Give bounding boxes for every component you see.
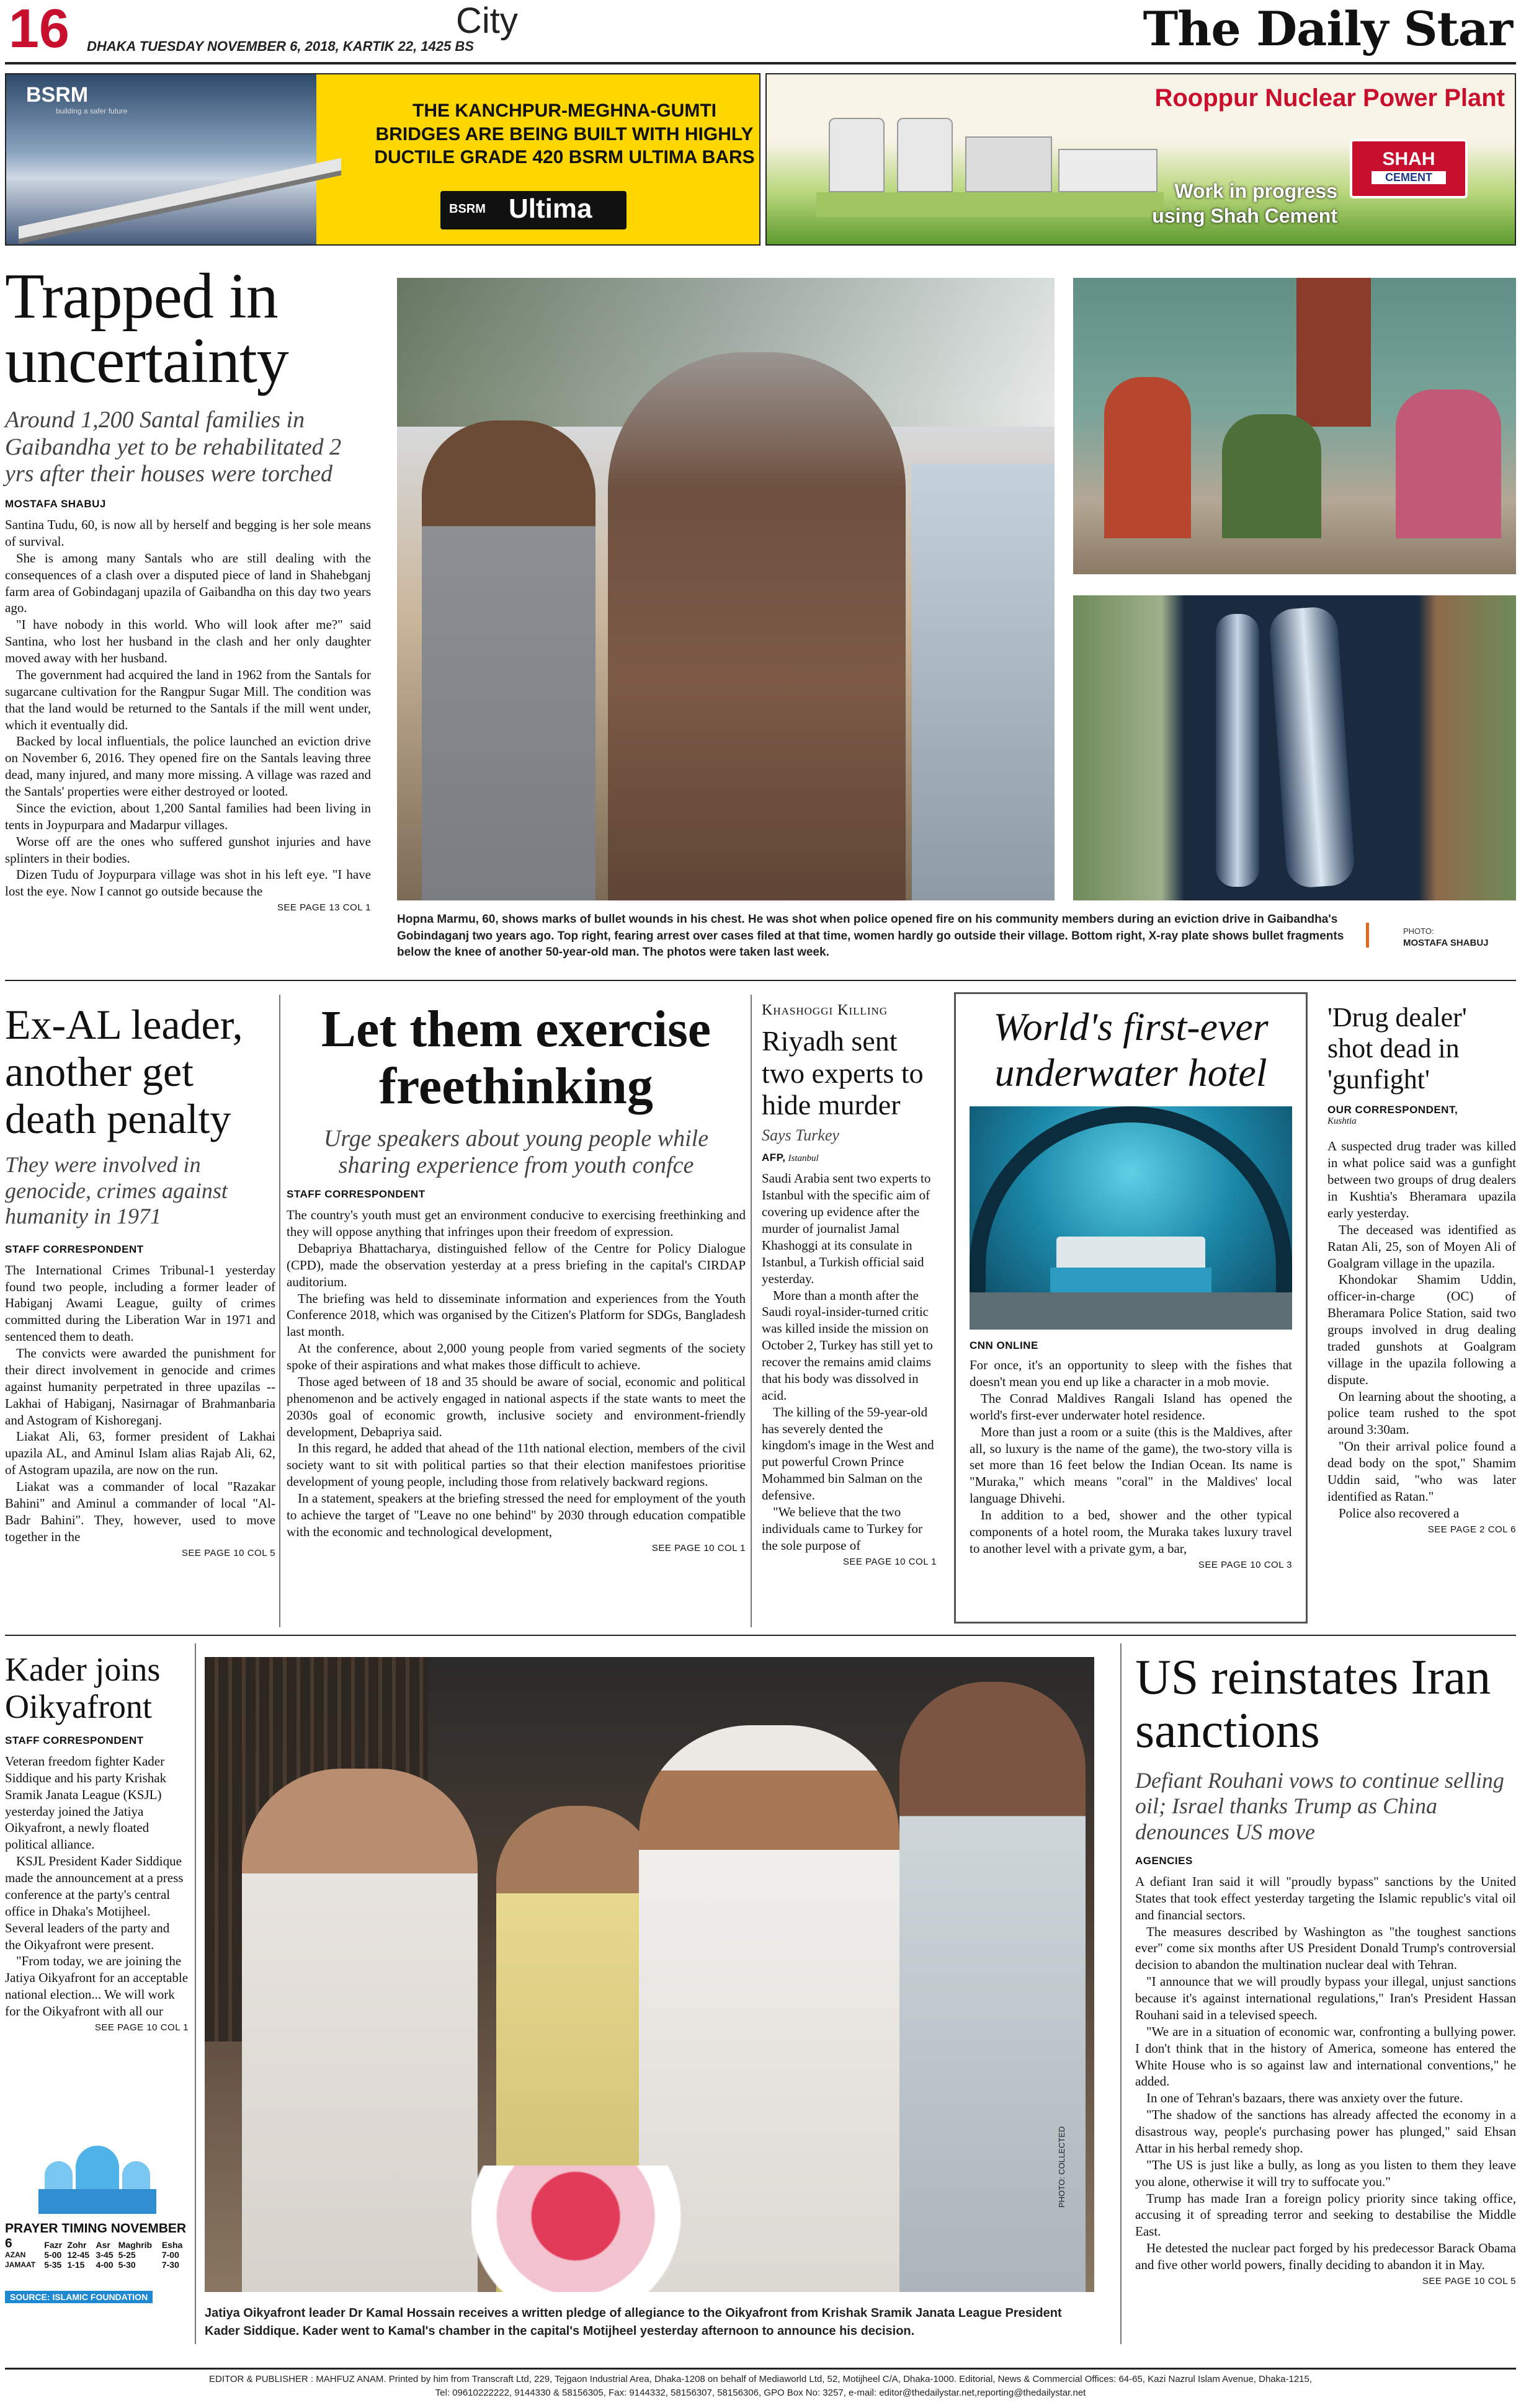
shah-logo-line1: SHAH <box>1382 149 1435 169</box>
prayer-box <box>5 2133 189 2322</box>
ad-shah-cement[interactable] <box>765 73 1516 246</box>
lead-body <box>5 517 371 900</box>
hotel-paragraph: The Conrad Maldives Rangali Island has opened the world's first-ever underwater hotel residence. <box>970 1390 1292 1423</box>
prayer-header: Maghrib <box>118 2240 153 2250</box>
col-divider <box>195 1643 196 2344</box>
prayer-cell: JAMAAT <box>5 2260 36 2269</box>
lead-caption: Hopna Marmu, 60, shows marks of bullet wounds in his chest. He was shot when police opened fire on his community members during an eviction drive in Gaibandha's Gobindaganj two years ago. Top right, fearing arrest over cases filed at that time, women hardly go outside their village. Bottom right, X-ray plate shows bullet fragments below the knee of another 50-year-old man. The photos were taken last week. <box>397 913 1344 959</box>
hotel-jump[interactable]: SEE PAGE 10 COL 3 <box>1198 1559 1292 1570</box>
hotel-paragraph: In addition to a bed, shower and the other typical components of a hotel room, the Muraka takes luxury travel to another level with a private gym, a bar, <box>970 1508 1292 1556</box>
hotel-body <box>970 1357 1292 1557</box>
iran-paragraph: In one of Tehran's bazaars, there was anxiety over the future. <box>1146 2090 1463 2106</box>
khashoggi-kicker: Khashoggi Killing <box>762 1002 888 1018</box>
hotel-headline[interactable]: World's first-ever underwater hotel <box>993 1005 1269 1095</box>
story-khashoggi <box>762 1002 937 1628</box>
bsrm-brand-small: BSRM <box>449 202 486 216</box>
kader-photo-credit: PHOTO: COLLECTED <box>1057 2126 1066 2208</box>
story-kader <box>5 1651 189 2122</box>
ex-al-dek: They were involved in genocide, crimes against humanity in 1971 <box>5 1152 228 1229</box>
col-divider <box>751 995 752 1627</box>
row-rule-2 <box>5 1635 1516 1636</box>
prayer-cell: 5-00 <box>44 2250 62 2260</box>
kader-photo <box>205 1657 1094 2292</box>
youth-body <box>287 1207 746 1540</box>
iran-dek: Defiant Rouhani vows to continue selling oil; Israel thanks Trump as China denounces US move <box>1135 1767 1504 1844</box>
drug-paragraph: "On their arrival police found a dead body on the spot," Shamim Uddin said, "who was later identified as Ratan." <box>1327 1439 1516 1504</box>
hotel-photo <box>970 1106 1292 1330</box>
iran-jump[interactable]: SEE PAGE 10 COL 5 <box>1422 2275 1516 2286</box>
lead-jump[interactable]: SEE PAGE 13 COL 1 <box>277 902 371 913</box>
youth-byline: STAFF CORRESPONDENT <box>287 1188 426 1201</box>
kader-body <box>5 1753 189 2020</box>
story-iran <box>1135 1651 1516 2345</box>
lead-paragraph: Dizen Tudu of Joypurpara village was shot in his left eye. "I have lost the eye. Now I cannot go outside because the <box>5 867 371 899</box>
prayer-cell: 5-25 <box>118 2250 136 2260</box>
kader-paragraph: Veteran freedom fighter Kader Siddique and his party Krishak Sramik Janata League (KSJL) yesterday joined the Jatiya Oikyafront, a newly floated political alliance. <box>5 1753 167 1852</box>
col-divider <box>279 995 280 1627</box>
row-rule-1 <box>5 980 1516 981</box>
youth-paragraph: In this regard, he added that ahead of the 11th national election, members of the civil society want to sit with political parties so that their election manifestoes prioritise development of young people, including those from relatively backward regions. <box>287 1441 746 1490</box>
man-left <box>422 420 595 900</box>
iran-paragraph: He detested the nuclear pact forged by his predecessor Barack Obama and five other world powers, finally deciding to abandon it in May. <box>1135 2241 1516 2273</box>
prayer-header: Esha <box>161 2240 183 2250</box>
khashoggi-paragraph: The killing of the 59-year-old has severely dented the kingdom's image in the West and put powerful Crown Prince Mohammed bin Salman on the defensive. <box>762 1404 934 1503</box>
prayer-cell: AZAN <box>5 2250 26 2259</box>
drug-headline[interactable]: 'Drug dealer' shot dead in 'gunfight' <box>1327 1002 1467 1095</box>
iran-body <box>1135 1873 1516 2273</box>
drug-dateline: Kushtia <box>1327 1116 1357 1127</box>
lead-byline: MOSTAFA SHABUJ <box>5 498 106 510</box>
youth-paragraph: Debapriya Bhattacharya, distinguished fellow of the Centre for Policy Dialogue (CPD), made the observation yesterday at a press briefing in the capital's CIRDAP auditorium. <box>287 1240 746 1289</box>
prayer-header: Fazr <box>44 2240 63 2250</box>
prayer-header: Zohr <box>67 2240 87 2250</box>
prayer-title: PRAYER TIMING NOVEMBER 6 <box>5 2221 187 2250</box>
prayer-table <box>5 2240 189 2270</box>
prayer-cell: 1-15 <box>67 2260 85 2270</box>
prayer-header: Asr <box>96 2240 110 2250</box>
bsrm-tagline: building a safer future <box>56 107 128 115</box>
drug-jump[interactable]: SEE PAGE 2 COL 6 <box>1427 1524 1516 1535</box>
khashoggi-paragraph: Saudi Arabia sent two experts to Istanbul with the specific aim of covering up evidence after the murder of journalist Jamal Khashoggi at its consulate in Istanbul, a Turkish official said yesterday. <box>762 1171 931 1286</box>
prayer-cell: 12-45 <box>67 2250 90 2260</box>
plant-illustration <box>816 99 1164 223</box>
prayer-source: SOURCE: ISLAMIC FOUNDATION <box>5 2291 153 2303</box>
drug-paragraph: Khondokar Shamim Uddin, officer-in-charge (OC) of Bheramara Police Station, said two groups involved in drug dealing traded gunshots at Goalgram village in the upazila following a dispute. <box>1327 1272 1516 1387</box>
khashoggi-jump[interactable]: SEE PAGE 10 COL 1 <box>842 1556 937 1567</box>
lead-headline[interactable]: Trapped in uncertainty <box>5 260 288 396</box>
ex-al-paragraph: The convicts were awarded the punishment for their direct involvement in genocide and crimes against humanity perpetrated in three upazilas -- Lakhai of Habiganj, Nasirnagar of Brahmanbaria and Astogram of Kishoreganj. <box>5 1346 275 1428</box>
khashoggi-byline-row <box>762 1152 937 1164</box>
footer-line-2: Tel: 09610222222, 9144330 & 58156305, Fax: 9144332, 58156307, 58156306, GPO Box No: 3257, e-mail: editor@thedailystar.net,reporting@thedailystar.net <box>435 2387 1086 2398</box>
kader-paragraph: "From today, we are joining the Jatiya Oikyafront for an acceptable national election... We will work for the Oikyafront with all our <box>5 1953 189 2019</box>
footer-rule <box>5 2368 1516 2370</box>
khashoggi-dek: Says Turkey <box>762 1126 839 1144</box>
ex-al-jump[interactable]: SEE PAGE 10 COL 5 <box>181 1547 275 1558</box>
prayer-cell: 5-30 <box>118 2260 136 2270</box>
khashoggi-body <box>762 1170 937 1553</box>
bsrm-logo: BSRM <box>26 83 89 107</box>
kader-byline: STAFF CORRESPONDENT <box>5 1734 144 1746</box>
khashoggi-headline[interactable]: Riyadh sent two experts to hide murder <box>762 1025 924 1121</box>
mosque-icon <box>38 2133 156 2214</box>
drug-paragraph: A suspected drug trader was killed in what police said was a gunfight between two groups of drug dealers in Kushtia's Bheramara upazila early yesterday. <box>1327 1139 1516 1220</box>
masthead <box>0 0 1521 68</box>
khashoggi-dateline: Istanbul <box>788 1153 819 1164</box>
drug-paragraph: Police also recovered a <box>1339 1505 1460 1521</box>
lead-paragraph: The government had acquired the land in 1962 from the Santals for sugarcane cultivation for the Rangpur Sugar Mill. The condition was that the land would be returned to the Santals if the mill went under, which it eventually did. <box>5 667 371 732</box>
lead-photo-women <box>1073 278 1516 574</box>
kader-paragraph: KSJL President Kader Siddique made the announcement at a press conference at the party's central office in Dhaka's Motijheel. Several leaders of the party and the Oikyafront were present. <box>5 1854 184 1952</box>
lead-photo-main <box>397 278 1055 900</box>
lead-dek: Around 1,200 Santal families in Gaibandha yet to be rehabilitated 2 yrs after their houses were torched <box>5 407 342 487</box>
iran-paragraph: Trump has made Iran a foreign policy priority since taking office, accusing it of spreading terror and seeking to destabilise the Middle East. <box>1135 2190 1516 2239</box>
bsrm-ad-text: THE KANCHPUR-MEGHNA-GUMTI BRIDGES ARE BEING BUILT WITH HIGHLY DUCTILE GRADE 420 BSRM ULTIMA BARS <box>374 100 755 167</box>
shah-ad-text: Work in progress using Shah Cement <box>1152 180 1337 227</box>
prayer-cell: 7-30 <box>161 2260 179 2270</box>
ex-al-body <box>5 1262 275 1545</box>
youth-paragraph: At the conference, about 2,000 young people from varied segments of the society spoke of their aspirations and what makes those difficult to achieve. <box>287 1341 746 1373</box>
iran-paragraph: "The shadow of the sanctions has already affected the economy in a disastrous way, people's purchasing power has plunged," said Ehsan Attar in his herbal remedy shop. <box>1135 2107 1516 2156</box>
khashoggi-paragraph: "We believe that the two individuals came to Turkey for the sole purpose of <box>762 1504 922 1553</box>
iran-paragraph: "We are in a situation of economic war, confronting a bullying power. I don't think that in the history of America, someone has entered the White House who is so against law and international conventions," he added. <box>1135 2024 1516 2089</box>
footer-imprint <box>5 2373 1516 2400</box>
prayer-cell: 7-00 <box>161 2250 179 2260</box>
story-hotel <box>954 992 1308 1624</box>
youth-paragraph: The country's youth must get an environment conducive to exercising freethinking and they will oppose anything that infringes upon their freedom of expression. <box>287 1207 746 1240</box>
drug-byline: OUR CORRESPONDENT, <box>1327 1104 1458 1116</box>
ex-al-paragraph: The International Crimes Tribunal-1 yesterday found two people, including a former leader of Habiganj Awami League, guilty of crimes committed during the Liberation War in 1971 and sentenced them to death. <box>5 1262 275 1344</box>
kader-caption: Jatiya Oikyafront leader Dr Kamal Hossain receives a written pledge of allegiance to the Oikyafront from Krishak Sramik Janata League President Kader Siddique. Kader went to Kamal's chamber in the capital's Motijheel yesterday afternoon to announce his decision. <box>205 2306 1062 2338</box>
lead-paragraph: Backed by local influentials, the police launched an eviction drive on November 6, 2016. They opened fire on the Santals leaving three dead, many injured, and many more missing. A village was razed and the Santals' properties were either destroyed or looted. <box>5 734 371 799</box>
lead-photo-credit-name: MOSTAFA SHABUJ <box>1403 938 1489 948</box>
khashoggi-byline: AFP, <box>762 1152 786 1164</box>
kader-jump[interactable]: SEE PAGE 10 COL 1 <box>94 2022 189 2033</box>
page-number: 16 <box>9 0 69 59</box>
youth-paragraph: In a statement, speakers at the briefing stressed the need for employment of the youth to achieve the target of "Leave no one behind" by 2030 through education compatible with the economic and technological development, <box>287 1491 746 1539</box>
paper-logo: The Daily Star <box>1143 1 1512 56</box>
masthead-rule <box>5 62 1516 64</box>
bsrm-brand-block <box>440 191 627 229</box>
lead-photo-xray <box>1073 595 1516 900</box>
iran-paragraph: "I announce that we will proudly bypass your illegal, unjust sanctions because it's against international regulations," Iran's President Hassan Rouhani said in a televised speech. <box>1135 1974 1516 2022</box>
lead-photo-credit-label: PHOTO: <box>1403 926 1434 936</box>
drug-paragraph: The deceased was identified as Ratan Ali, 25, son of Moyen Ali of Goalgram village in the upazila. <box>1327 1222 1516 1271</box>
col-divider <box>1120 1643 1122 2344</box>
prayer-cell: 5-35 <box>44 2260 62 2270</box>
iran-headline[interactable]: US reinstates Iran sanctions <box>1135 1650 1491 1759</box>
man-center <box>608 352 906 900</box>
shah-ad-title: Rooppur Nuclear Power Plant <box>1154 84 1505 112</box>
hotel-byline: CNN ONLINE <box>970 1340 1038 1352</box>
khashoggi-paragraph: More than a month after the Saudi royal-insider-turned critic was killed inside the mission on October 2, Turkey has still yet to recover the remains amid claims that his body was dissolved in acid. <box>762 1287 933 1403</box>
footer-line-1: EDITOR & PUBLISHER : MAHFUZ ANAM. Printed by him from Transcraft Ltd, 229, Tejgaon Industrial Area, Dhaka-1208 on behalf of Mediaworld Ltd, 52, Motijheel C/A, Dhaka-1000. Editorial, News & Commercial Offices: 64-65, Kazi Nazrul Islam Avenue, Dhaka-1215, <box>208 2374 1313 2384</box>
lead-paragraph: Worse off are the ones who suffered gunshot injuries and have splinters in their bodies. <box>5 833 371 866</box>
youth-headline[interactable]: Let them exercise freethinking <box>321 1000 711 1116</box>
story-ex-al <box>5 1001 275 1627</box>
youth-dek: Urge speakers about young people while sharing experience from youth confce <box>323 1125 709 1179</box>
ex-al-byline: STAFF CORRESPONDENT <box>5 1243 144 1255</box>
youth-paragraph: Those aged between of 18 and 35 should be aware of social, economic and political phenomenon and be actively engaged in national aspects if the state wants to meet the 2030s goal of economic growth, inclusive society and environment-friendly development, Debapriya said. <box>287 1374 746 1439</box>
prayer-cell: 4-00 <box>96 2260 114 2270</box>
iran-byline: AGENCIES <box>1135 1854 1193 1867</box>
bsrm-brand: Ultima <box>509 193 592 224</box>
iran-paragraph: "The US is just like a bully, as long as you listen to them they leave you alone, otherwise it will try to suffocate you." <box>1135 2157 1516 2189</box>
lead-paragraph: Santina Tudu, 60, is now all by herself and begging is her sole means of survival. <box>5 517 371 549</box>
drug-body <box>1327 1138 1516 1521</box>
lead-paragraph: She is among many Santals who are still dealing with the consequences of a clash over a disputed piece of land in Shahebganj farm area of Gobindaganj upazila of Gaibandha on this day two years ago. <box>5 550 371 616</box>
prayer-header <box>5 2240 44 2250</box>
kader-headline[interactable]: Kader joins Oikyafront <box>5 1651 161 1726</box>
lead-paragraph: "I have nobody in this world. Who will look after me?" said Santina, who lost her husband in the clash and her only daughter moved away with her husband. <box>5 617 371 666</box>
shah-logo <box>1350 139 1468 198</box>
prayer-cell: 3-45 <box>96 2250 114 2260</box>
shah-logo-line2: CEMENT <box>1372 171 1446 184</box>
drug-paragraph: On learning about the shooting, a police team rushed to the spot around 3:30am. <box>1327 1388 1516 1437</box>
iran-paragraph: A defiant Iran said it will "proudly bypass" sanctions by the United States that took effect yesterday targeting the Islamic republic's vital oil and financial sectors. <box>1135 1873 1516 1922</box>
lead-story <box>5 260 371 977</box>
lead-paragraph: Since the eviction, about 1,200 Santal families had been living in tents in Joypurpara and Madarpur villages. <box>5 800 371 832</box>
hotel-paragraph: More than just a room or a suite (this is the Maldives, after all, so luxury is the name of the game), the two-story villa is set more than 16 feet below the Indian Ocean. Its name is "Muraka," which means "coral" in the Maldives' local language Dhivehi. <box>970 1424 1292 1506</box>
ad-bsrm[interactable] <box>5 73 760 246</box>
dateline: DHAKA TUESDAY NOVEMBER 6, 2018, KARTIK 22, 1425 BS <box>87 38 474 54</box>
section-name: City <box>456 1 518 41</box>
ex-al-headline[interactable]: Ex-AL leader, another get death penalty <box>5 1001 243 1143</box>
youth-paragraph: The briefing was held to disseminate information and experiences from the Youth Conference 2018, which was organised by the Citizen's Platform for SDGs, Bangladesh last month. <box>287 1291 746 1340</box>
ex-al-paragraph: Liakat Ali, 63, former president of Lakhai upazila AL, and Aminul Islam alias Rajab Ali, 62, of Astogram upazila, are now on the run. <box>5 1429 275 1478</box>
caption-marker <box>1366 923 1369 948</box>
story-drug <box>1327 1002 1516 1628</box>
story-youth <box>287 1001 746 1627</box>
iran-paragraph: The measures described by Washington as "the toughest sanctions ever" come six months after US President Donald Trump's controversial decision to abandon the multination nuclear deal with Tehran. <box>1135 1924 1516 1973</box>
hotel-paragraph: For once, it's an opportunity to sleep with the fishes that doesn't mean you end up like a character in a mob movie. <box>970 1357 1292 1390</box>
youth-jump[interactable]: SEE PAGE 10 COL 1 <box>651 1542 746 1553</box>
ex-al-paragraph: Liakat was a commander of local "Razakar Bahini" and Aminul a commander of local "Al-Badr Bahini". They, however, used to move together in the <box>5 1479 275 1544</box>
